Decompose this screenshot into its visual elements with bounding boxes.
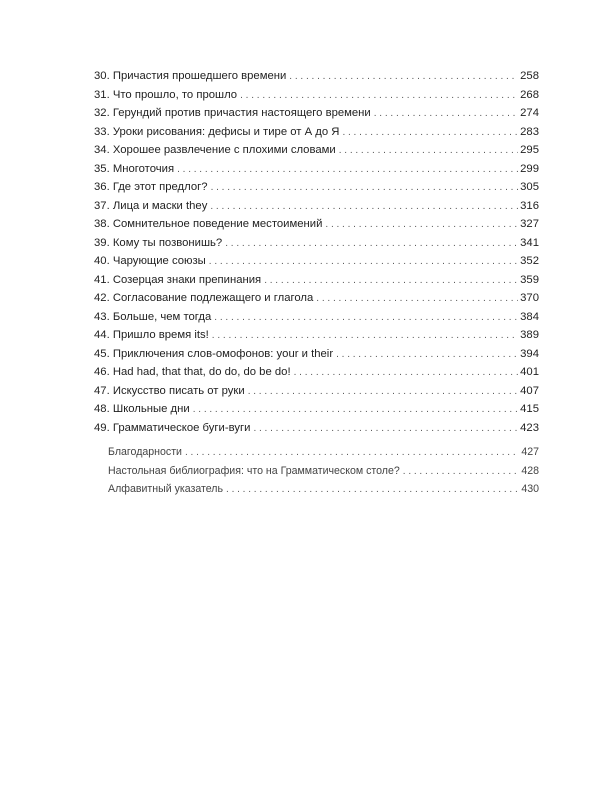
entry-title: 40. Чарующие союзы	[94, 255, 206, 267]
page-number: 283	[520, 125, 539, 138]
back-matter-list	[94, 443, 539, 499]
toc-chapter-entry[interactable]	[94, 104, 539, 123]
page-number: 427	[521, 446, 539, 458]
toc-chapter-entry[interactable]	[94, 308, 539, 327]
page-number: 394	[520, 347, 539, 360]
page-number: 327	[520, 218, 539, 230]
table-of-contents	[94, 67, 539, 499]
entry-title: 48. Школьные дни	[94, 403, 190, 415]
dot-leader	[403, 463, 520, 482]
page-number: 274	[520, 107, 539, 119]
toc-back-matter-entry[interactable]	[94, 462, 539, 481]
chapter-list	[94, 67, 539, 437]
page-number: 258	[520, 70, 539, 82]
entry-title: 36. Где этот предлог?	[94, 181, 208, 193]
entry-title: 47. Искусство писать от руки	[94, 384, 245, 397]
entry-title: 45. Приключения слов-омофонов: your и their	[94, 347, 334, 360]
entry-title: 35. Многоточия	[94, 162, 175, 175]
dot-leader	[185, 444, 519, 463]
entry-title: 30. Причастия прошедшего времени	[94, 70, 287, 82]
toc-chapter-entry[interactable]	[94, 382, 539, 401]
toc-chapter-entry[interactable]	[94, 289, 539, 308]
toc-chapter-entry[interactable]	[94, 215, 539, 234]
entry-title: 31. Что прошло, то прошло	[94, 88, 238, 101]
toc-chapter-entry[interactable]	[94, 234, 539, 253]
page-number: 415	[520, 403, 539, 415]
dot-leader	[316, 290, 518, 309]
toc-chapter-entry[interactable]	[94, 363, 539, 382]
page-number: 423	[520, 421, 539, 434]
dot-leader	[210, 198, 518, 217]
page-number: 305	[520, 181, 539, 193]
toc-chapter-entry[interactable]	[94, 419, 539, 438]
entry-title: 42. Согласование подлежащего и глагола	[94, 292, 314, 304]
dot-leader	[325, 216, 518, 235]
toc-chapter-entry[interactable]	[94, 252, 539, 271]
dot-leader	[264, 272, 518, 291]
dot-leader	[209, 253, 518, 272]
entry-title: Благодарности	[108, 446, 182, 458]
dot-leader	[226, 481, 519, 500]
toc-chapter-entry[interactable]	[94, 271, 539, 290]
entry-title: 37. Лица и маски they	[94, 199, 208, 212]
page-number: 384	[520, 310, 539, 323]
toc-chapter-entry[interactable]	[94, 123, 539, 142]
dot-leader	[339, 142, 518, 161]
dot-leader	[289, 68, 518, 87]
toc-back-matter-entry[interactable]	[94, 443, 539, 462]
dot-leader	[193, 401, 518, 420]
dot-leader	[342, 124, 518, 143]
page-number: 341	[520, 236, 539, 249]
dot-leader	[212, 327, 518, 346]
dot-leader	[177, 161, 518, 180]
toc-chapter-entry[interactable]	[94, 178, 539, 197]
entry-title: Алфавитный указатель	[108, 483, 224, 495]
page-number: 268	[520, 88, 539, 101]
entry-title: 49. Грамматическое буги-вуги	[94, 421, 251, 434]
page-number: 430	[521, 483, 539, 495]
page-number: 359	[520, 273, 539, 286]
toc-chapter-entry[interactable]	[94, 67, 539, 86]
page-number: 299	[520, 162, 539, 175]
dot-leader	[211, 179, 519, 198]
page-number: 389	[520, 329, 539, 341]
page-number: 352	[520, 255, 539, 267]
toc-chapter-entry[interactable]	[94, 160, 539, 179]
toc-chapter-entry[interactable]	[94, 400, 539, 419]
dot-leader	[294, 364, 519, 383]
dot-leader	[240, 87, 518, 106]
dot-leader	[248, 383, 518, 402]
page-number: 407	[520, 384, 539, 397]
toc-chapter-entry[interactable]	[94, 141, 539, 160]
dot-leader	[253, 420, 518, 439]
entry-title: 33. Уроки рисования: дефисы и тире от А до Я	[94, 125, 340, 138]
dot-leader	[225, 235, 518, 254]
toc-chapter-entry[interactable]	[94, 326, 539, 345]
page-number: 401	[520, 366, 539, 378]
dot-leader	[214, 309, 518, 328]
page-number: 316	[520, 199, 539, 212]
toc-back-matter-entry[interactable]	[94, 480, 539, 499]
entry-title: 39. Кому ты позвонишь?	[94, 236, 223, 249]
entry-title: 38. Сомнительное поведение местоимений	[94, 218, 323, 230]
page-number: 428	[521, 464, 539, 477]
entry-title: 32. Герундий против причастия настоящего времени	[94, 107, 371, 119]
dot-leader	[374, 105, 518, 124]
entry-title: Настольная библиография: что на Грамматическом столе?	[108, 464, 400, 477]
entry-title: 34. Хорошее развлечение с плохими словами	[94, 144, 336, 156]
entry-title: 44. Пришло время its!	[94, 329, 209, 341]
page-number: 370	[520, 292, 539, 304]
entry-title: 43. Больше, чем тогда	[94, 310, 212, 323]
dot-leader	[336, 346, 518, 365]
toc-chapter-entry[interactable]	[94, 197, 539, 216]
toc-chapter-entry[interactable]	[94, 86, 539, 105]
entry-title: 41. Созерцая знаки препинания	[94, 273, 262, 286]
toc-chapter-entry[interactable]	[94, 345, 539, 364]
page-number: 295	[520, 144, 539, 156]
entry-title: 46. Had had, that that, do do, do be do!	[94, 366, 291, 378]
